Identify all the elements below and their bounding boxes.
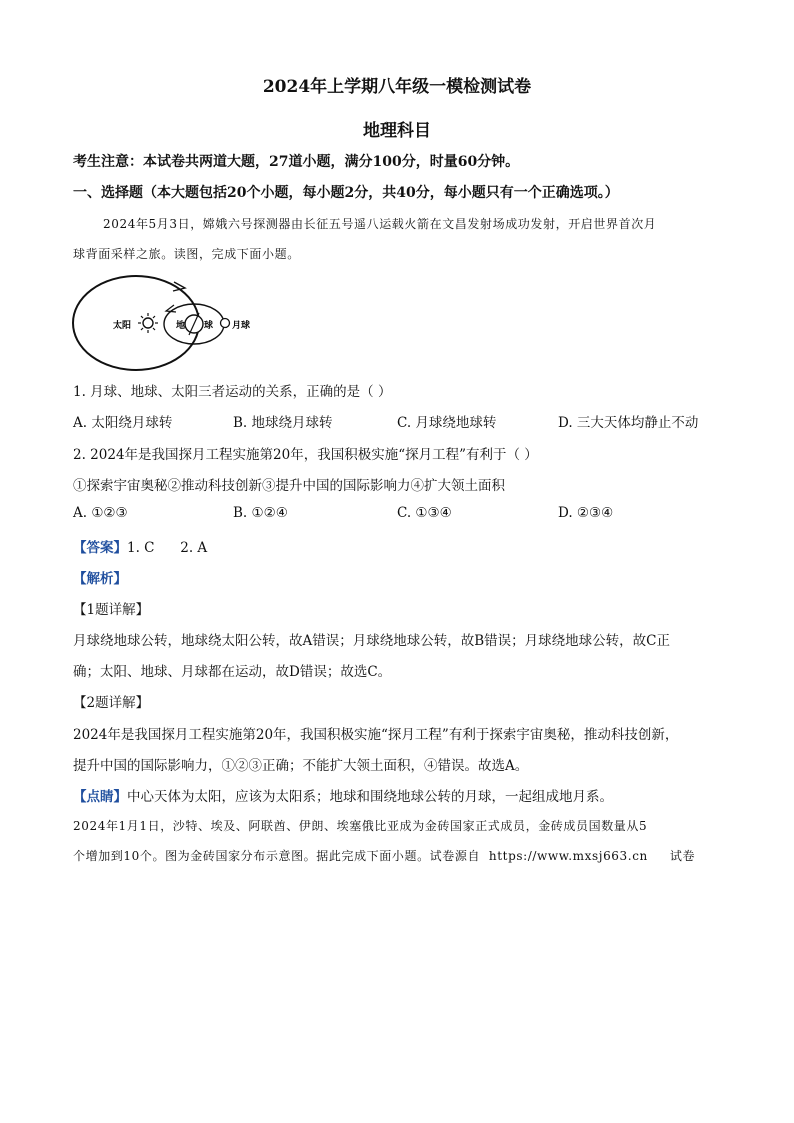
detail-1-line-2: 确；太阳、地球、月球都在运动，故D错误；故选C。 <box>73 664 392 680</box>
detail-2-label: 【2题详解】 <box>73 695 150 711</box>
answer-label: 【答案】 <box>73 540 127 556</box>
passage-2-line-2: 个增加到10个。图为金砖国家分布示意图。据此完成下面小题。试卷源自 https://www.mxsj663.cn 试卷 <box>73 849 696 863</box>
passage-1-line-2: 球背面采样之旅。读图，完成下面小题。 <box>73 247 300 261</box>
tip-label: 【点睛】 <box>73 789 127 805</box>
moon-label: 月球 <box>232 321 251 331</box>
question-2-option-b: B. ①②④ <box>233 505 288 521</box>
question-2-option-a: A. ①②③ <box>73 505 128 521</box>
question-1-option-a: A. 太阳绕月球转 <box>73 415 173 431</box>
exam-notice: 考生注意：本试卷共两道大题，27道小题，满分100分，时量60分钟。 <box>73 154 520 170</box>
sun-earth-moon-diagram <box>70 272 270 374</box>
analysis-label: 【解析】 <box>73 571 127 587</box>
question-1-option-d: D. 三大天体均静止不动 <box>558 415 699 431</box>
tip-text: 中心天体为太阳，应该为太阳系；地球和围绕地球公转的月球，一起组成地月系。 <box>127 789 613 805</box>
page-title: 2024年上学期八年级一模检测试卷 <box>262 77 532 97</box>
earth-label-left: 地 <box>176 321 186 331</box>
answer-text: 1. C 2. A <box>127 540 208 556</box>
page-subtitle: 地理科目 <box>363 121 431 141</box>
question-2-option-c: C. ①③④ <box>397 505 452 521</box>
moon-icon <box>221 319 230 328</box>
earth-label-right: 球 <box>204 321 214 331</box>
question-2-items: ①探索宇宙奥秘②推动科技创新③提升中国的国际影响力④扩大领土面积 <box>73 478 505 494</box>
passage-1-line-1: 2024年5月3日，嫦娥六号探测器由长征五号遥八运载火箭在文昌发射场成功发射，开启世界首次月 <box>103 217 657 231</box>
passage-2-line-1: 2024年1月1日，沙特、埃及、阿联酋、伊朗、埃塞俄比亚成为金砖国家正式成员，金砖成员国数量从5 <box>73 819 648 833</box>
question-1-stem: 1. 月球、地球、太阳三者运动的关系，正确的是（ ） <box>73 384 392 400</box>
section-heading: 一、选择题（本大题包括20个小题，每小题2分，共40分，每小题只有一个正确选项。） <box>73 185 619 201</box>
detail-2-line-1: 2024年是我国探月工程实施第20年，我国积极实施“探月工程”有利于探索宇宙奥秘，推动科技创新， <box>73 727 679 743</box>
question-2-option-d: D. ②③④ <box>558 505 614 521</box>
sun-label: 太阳 <box>113 321 132 331</box>
detail-1-line-1: 月球绕地球公转，地球绕太阳公转，故A错误；月球绕地球公转，故B错误；月球绕地球公转，故C正 <box>73 633 670 649</box>
detail-1-label: 【1题详解】 <box>73 602 150 618</box>
detail-2-line-2: 提升中国的国际影响力，①②③正确；不能扩大领土面积，④错误。故选A。 <box>73 758 529 774</box>
sun-icon <box>138 313 158 333</box>
tip-line <box>73 785 613 805</box>
question-1-option-b: B. 地球绕月球转 <box>233 415 333 431</box>
earth-icon <box>185 313 203 335</box>
question-2-stem: 2. 2024年是我国探月工程实施第20年，我国积极实施“探月工程”有利于（ ） <box>73 447 538 463</box>
answer-line <box>73 536 207 556</box>
question-1-option-c: C. 月球绕地球转 <box>397 415 497 431</box>
